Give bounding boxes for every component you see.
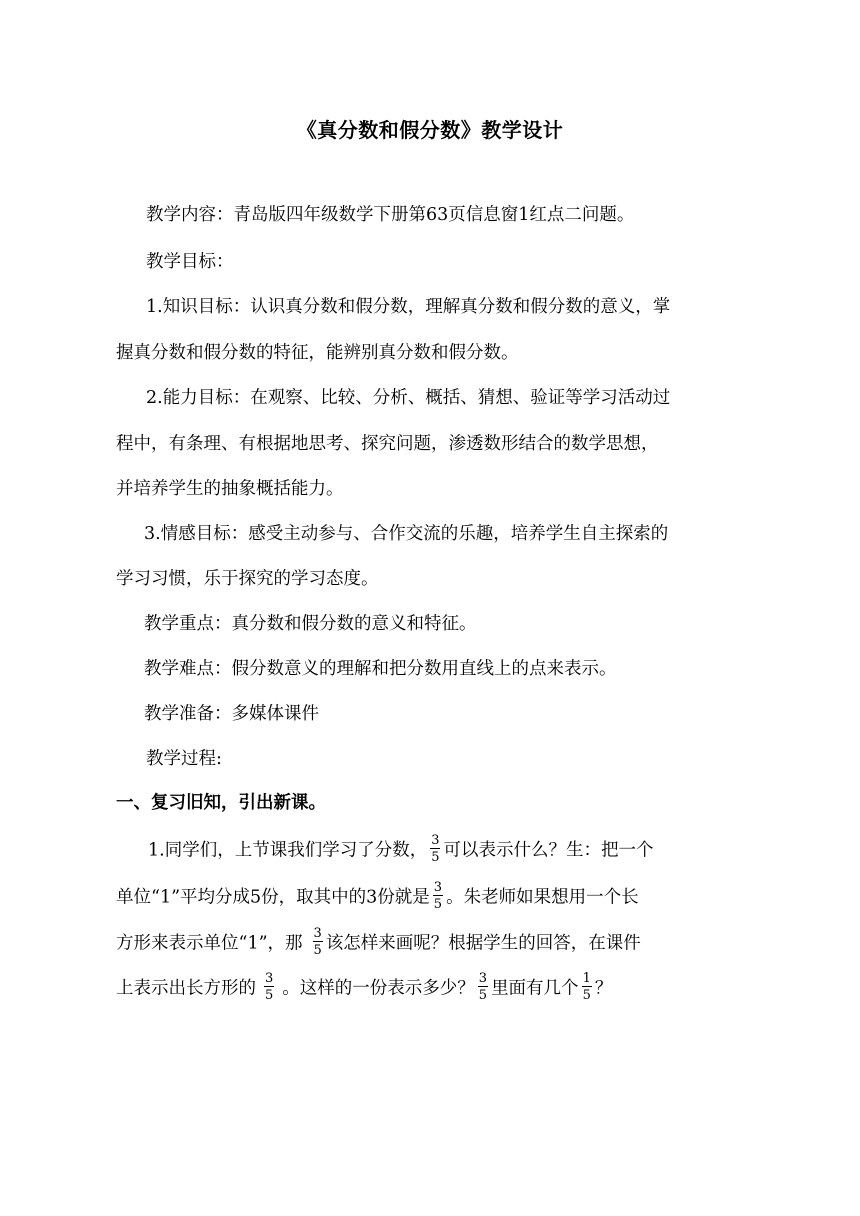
goal2-line1: 2.能力目标：在观察、比较、分析、概括、猜想、验证等学习活动过: [146, 388, 671, 408]
para1-line1-text-a: 1.同学们，上节课我们学习了分数，: [148, 840, 428, 861]
para1-line4: [116, 971, 613, 1004]
para1-line1-text-b: 可以表示什么？生：把一个: [443, 840, 654, 861]
goal2-line3: 并培养学生的抽象概括能力。: [116, 479, 344, 499]
fraction-denominator: 5: [431, 850, 440, 865]
fraction-denominator: 5: [265, 988, 274, 1003]
goal3-line2: 学习习惯，乐于探究的学习态度。: [116, 569, 379, 589]
section1-heading: 一、复习旧知，引出新课。: [116, 793, 326, 813]
fraction-denominator: 5: [433, 897, 443, 912]
fraction-3-5: [264, 972, 274, 1002]
fraction-numerator: 1: [582, 971, 591, 986]
fraction-3-5: [478, 972, 488, 1002]
goals-heading: 教学目标：: [146, 252, 234, 272]
fraction-3-5: [430, 834, 440, 864]
preparation: 教学准备：多媒体课件: [144, 704, 319, 724]
teaching-content: 教学内容：青岛版四年级数学下册第63页信息窗1红点二问题。: [146, 205, 635, 225]
para1-line4-text-a: 上表示出长方形的: [116, 978, 256, 999]
para1-line2: [116, 880, 639, 913]
fraction-denominator: 5: [582, 988, 591, 1003]
fraction-denominator: 5: [478, 988, 488, 1003]
goal1-line2: 握真分数和假分数的特征，能辨别真分数和假分数。: [116, 343, 519, 363]
fraction-numerator: 3: [478, 971, 488, 986]
goal1-line1: 1.知识目标：认识真分数和假分数，理解真分数和假分数的意义，掌: [146, 297, 671, 317]
difficulty: 教学难点：假分数意义的理解和把分数用直线上的点来表示。: [144, 659, 617, 679]
fraction-numerator: 3: [313, 926, 322, 941]
para1-line3-text-a: 方形来表示单位“1”，那: [116, 933, 303, 954]
key-point: 教学重点：真分数和假分数的意义和特征。: [144, 614, 477, 634]
fraction-3-5: [313, 927, 323, 957]
para1-line3-text-b: 该怎样来画呢？根据学生的回答，在课件: [325, 933, 641, 954]
para1-line4-text-c: 里面有几个: [491, 978, 579, 999]
fraction-1-5: [582, 972, 592, 1002]
fraction-numerator: 3: [431, 833, 440, 848]
para1-line4-text-d: ？: [594, 978, 613, 999]
para1-line2-text-a: 单位“1”平均分成5份，取其中的3份就是: [116, 887, 430, 908]
goal2-line2: 程中，有条理、有根据地思考、探究问题，渗透数形结合的数学思想，: [116, 434, 659, 454]
fraction-numerator: 3: [433, 880, 443, 895]
para1-line4-text-b: 。这样的一份表示多少？: [282, 978, 475, 999]
fraction-denominator: 5: [313, 943, 322, 958]
process-heading: 教学过程:: [146, 749, 222, 769]
document-title: 《真分数和假分数》教学设计: [296, 118, 564, 142]
fraction-numerator: 3: [265, 971, 274, 986]
para1-line2-text-b: 。朱老师如果想用一个长: [446, 887, 639, 908]
para1-line1: [148, 833, 654, 866]
para1-line3: [116, 926, 641, 959]
goal3-line1: 3.情感目标：感受主动参与、合作交流的乐趣，培养学生自主探索的: [144, 524, 669, 544]
fraction-3-5: [433, 881, 443, 911]
